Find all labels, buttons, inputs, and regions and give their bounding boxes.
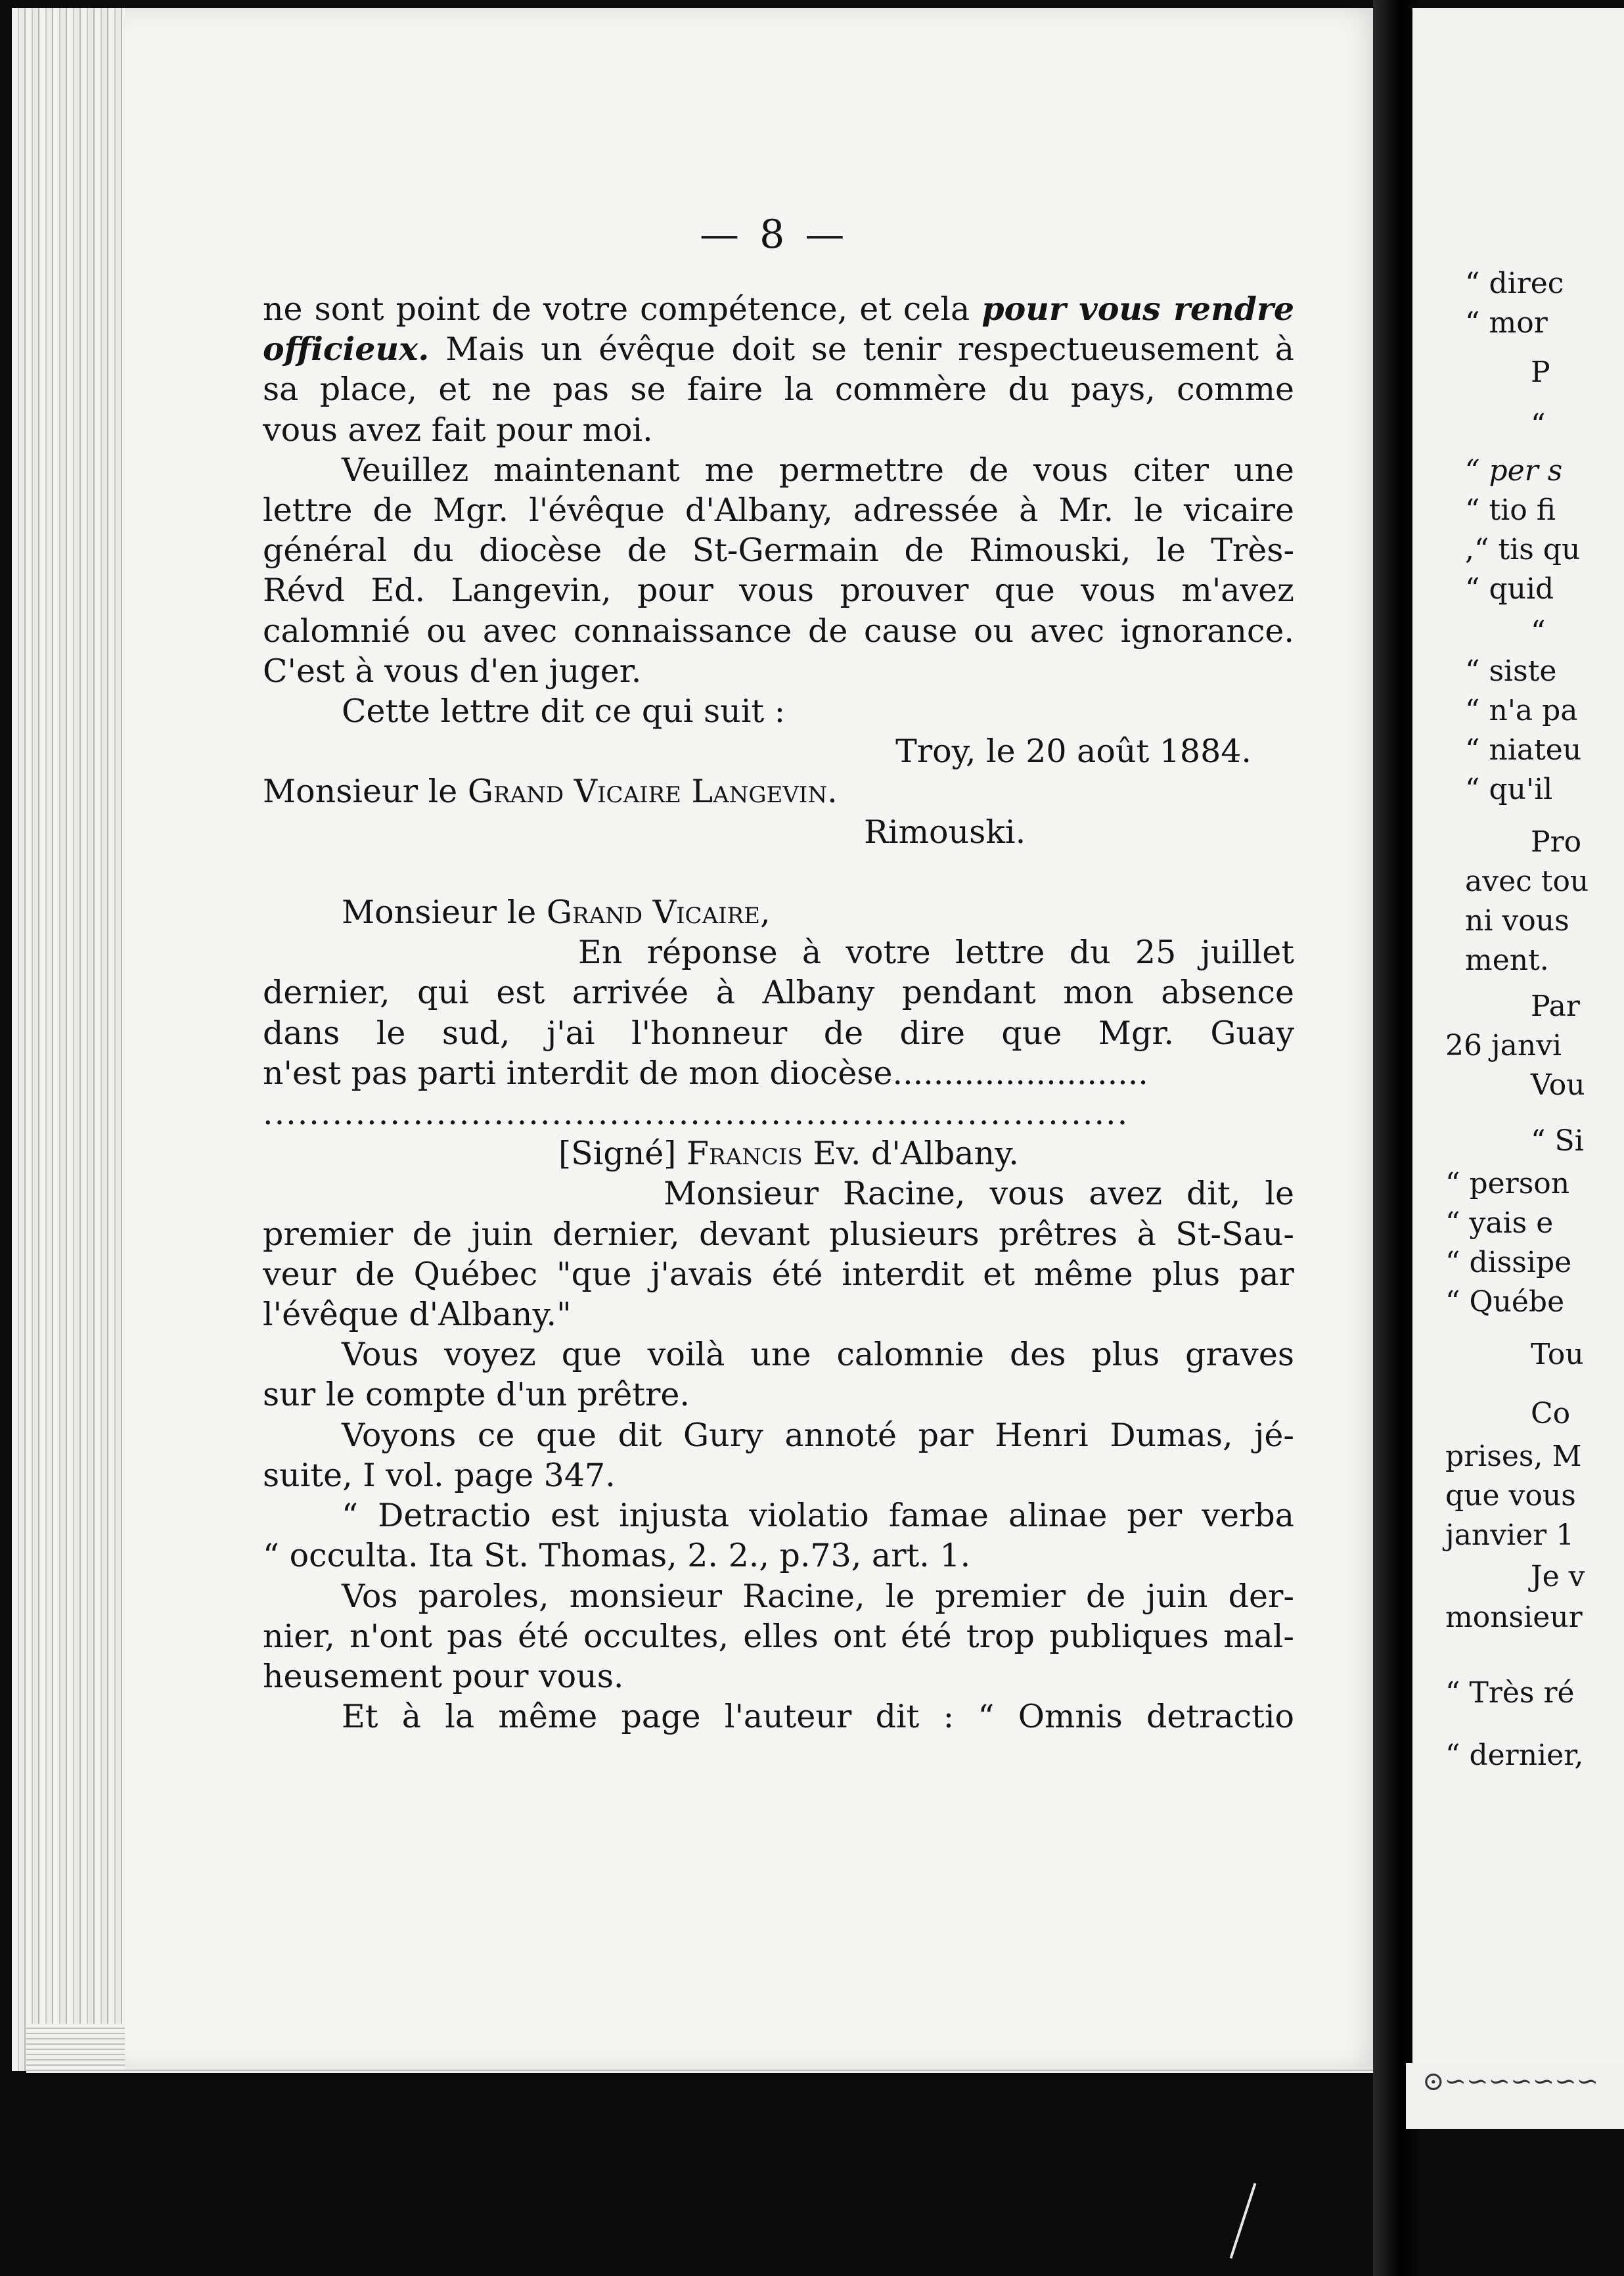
text-run: ........................................................................... (263, 1095, 1129, 1133)
text-run: heusement pour vous. (263, 1657, 624, 1695)
text-line (263, 1013, 1294, 1053)
right-text-line: “ mor (1465, 306, 1548, 340)
text-run: calomnié ou avec connaissance de cause ou avec ignorance. (263, 612, 1294, 650)
text-run: Révd Ed. Langevin, pour vous prouver que vous m'avez (263, 572, 1294, 610)
text-line (263, 731, 1294, 771)
right-text-line: Tou (1531, 1338, 1584, 1371)
right-text-line: que vous (1445, 1479, 1576, 1513)
text-line (263, 1334, 1294, 1375)
text-line (263, 972, 1294, 1013)
text-run: Monsieur le (342, 894, 547, 932)
text-run: ne sont point de votre compétence, et cela (263, 290, 970, 328)
text-run: veur de Québec "que j'avais été interdit et même plus par (263, 1255, 1294, 1293)
text-line (263, 812, 1294, 852)
text-line (263, 651, 1294, 691)
text-run: “ Detractio est injusta violatio famae alinae per verba (342, 1497, 1294, 1535)
right-text-line: “ quid (1465, 572, 1554, 606)
text-line (263, 1133, 1294, 1173)
right-text-line: “ n'a pa (1465, 694, 1578, 727)
text-line (263, 611, 1294, 651)
text-line (263, 1294, 1294, 1334)
right-text-line: “ niateu (1465, 733, 1582, 767)
right-text-line: janvier 1 (1445, 1518, 1575, 1552)
text-line (263, 1495, 1294, 1536)
text-run: Troy, le 20 août 1884. (895, 733, 1252, 771)
right-text-line: Je v (1531, 1560, 1585, 1593)
page-number: — 8 — (700, 212, 849, 258)
right-text-line: 26 janvi (1445, 1029, 1562, 1062)
right-text-line: “ Si (1531, 1124, 1584, 1158)
text-run: sa place, et ne pas se faire la commère du pays, comme (263, 371, 1294, 409)
text-run: vous avez fait pour moi. (263, 411, 653, 449)
text-line (263, 1536, 1294, 1576)
right-text-line: “ dernier, (1445, 1739, 1584, 1772)
text-run: Monsieur le (263, 773, 468, 811)
right-text-line: “ yais e (1445, 1206, 1554, 1240)
text-line (263, 530, 1294, 570)
right-text-line: “ Québe (1445, 1285, 1565, 1319)
italic-text: pour vous rendre (981, 290, 1294, 328)
text-line (263, 329, 1294, 369)
text-line (263, 1053, 1294, 1093)
small-caps-text: Francis (686, 1135, 803, 1173)
right-text-line: “ direc (1465, 267, 1564, 300)
text-run: C'est à vous d'en juger. (263, 652, 642, 690)
text-run: Rimouski. (864, 813, 1026, 851)
text-line (263, 1173, 1294, 1214)
text-run: Monsieur Racine, vous avez dit, le (664, 1175, 1294, 1213)
text-line (263, 1656, 1294, 1696)
text-line (263, 771, 1294, 811)
text-run: , (759, 894, 771, 932)
right-text-line: Vou (1531, 1068, 1585, 1102)
text-line (263, 1093, 1294, 1133)
right-text-line: “ dissipe (1445, 1246, 1572, 1279)
text-run: [Signé] (558, 1135, 687, 1173)
text-line (263, 490, 1294, 530)
text-run: Cette lettre dit ce qui suit : (342, 693, 786, 731)
text-line (263, 410, 1294, 450)
text-run: Ev. d'Albany. (802, 1135, 1019, 1173)
text-run: Vos paroles, monsieur Racine, le premier de juin der- (342, 1577, 1294, 1615)
text-line (263, 852, 1294, 892)
right-text-line: avec tou (1465, 865, 1589, 898)
text-line (263, 1576, 1294, 1616)
right-text-line: monsieur (1445, 1601, 1583, 1634)
right-text-line: “ per s (1465, 454, 1563, 488)
text-line (263, 450, 1294, 490)
text-line (263, 892, 1294, 932)
text-line (263, 1214, 1294, 1254)
text-run: Voyons ce que dit Gury annoté par Henri Dumas, jé- (342, 1416, 1294, 1454)
text-run: général du diocèse de St-Germain de Rimouski, le Très- (263, 532, 1294, 570)
right-text-line: “ Très ré (1445, 1676, 1575, 1710)
small-caps-text: Grand Vicaire (546, 894, 760, 932)
text-run: Et à la même page l'auteur dit : “ Omnis detractio (342, 1698, 1294, 1736)
right-text-line: “ (1531, 408, 1546, 442)
right-text-line: Co (1531, 1397, 1571, 1430)
text-run: “ occulta. Ita St. Thomas, 2. 2., p.73, art. 1. (263, 1537, 971, 1575)
text-line (263, 1616, 1294, 1656)
text-line (263, 1415, 1294, 1455)
right-text-line: P (1531, 355, 1550, 389)
italic-text: officieux. (263, 330, 430, 369)
text-run: . (827, 773, 838, 811)
text-run: n'est pas parti interdit de mon diocèse......................... (263, 1054, 1148, 1092)
text-line (263, 369, 1294, 409)
text-run: Vous voyez que voilà une calomnie des plus graves (342, 1336, 1294, 1374)
right-text-line: prises, M (1445, 1440, 1582, 1473)
scan-mark (1230, 2183, 1257, 2258)
ornament-icon: ⊙∽∽∽∽∽∽∽ (1422, 2066, 1599, 2097)
page-edges (12, 8, 127, 2071)
text-run: En réponse à votre lettre du 25 juillet (578, 934, 1294, 972)
right-text-line: “ tio fi (1465, 493, 1556, 527)
text-run: l'évêque d'Albany." (263, 1296, 572, 1334)
text-line (263, 932, 1294, 972)
text-line (263, 1375, 1294, 1415)
text-run: lettre de Mgr. l'évêque d'Albany, adressée à Mr. le vicaire (263, 491, 1294, 530)
left-page-text (263, 289, 1294, 1737)
right-text-line: “ qu'il (1465, 773, 1553, 806)
text-run: dernier, qui est arrivée à Albany pendant mon absence (263, 974, 1294, 1012)
right-text-line: “ (1531, 615, 1546, 649)
right-text-line: ni vous (1465, 904, 1569, 938)
right-text-line: Par (1531, 990, 1580, 1023)
text-line (263, 289, 1294, 329)
right-text-line: “ siste (1465, 654, 1557, 688)
text-line (263, 1455, 1294, 1495)
text-run: dans le sud, j'ai l'honneur de dire que Mgr. Guay (263, 1014, 1294, 1052)
text-run: nier, n'ont pas été occultes, elles ont été trop publiques mal- (263, 1617, 1294, 1655)
right-text-line: ment. (1465, 944, 1549, 977)
right-text-line: ,“ tis qu (1465, 533, 1581, 566)
text-line (263, 570, 1294, 610)
text-line (263, 1696, 1294, 1737)
small-caps-text: Grand Vicaire Langevin (467, 773, 828, 811)
text-run: premier de juin dernier, devant plusieurs prêtres à St-Sau- (263, 1215, 1294, 1253)
right-text-line: “ person (1445, 1167, 1570, 1200)
text-run: sur le compte d'un prêtre. (263, 1376, 690, 1414)
text-run: suite, I vol. page 347. (263, 1456, 616, 1494)
text-line (263, 691, 1294, 731)
text-run: Mais un évêque doit se tenir respectueusement à (429, 330, 1294, 369)
right-text-line: Pro (1531, 825, 1582, 859)
text-run: Veuillez maintenant me permettre de vous citer une (342, 451, 1294, 489)
text-line (263, 1254, 1294, 1294)
